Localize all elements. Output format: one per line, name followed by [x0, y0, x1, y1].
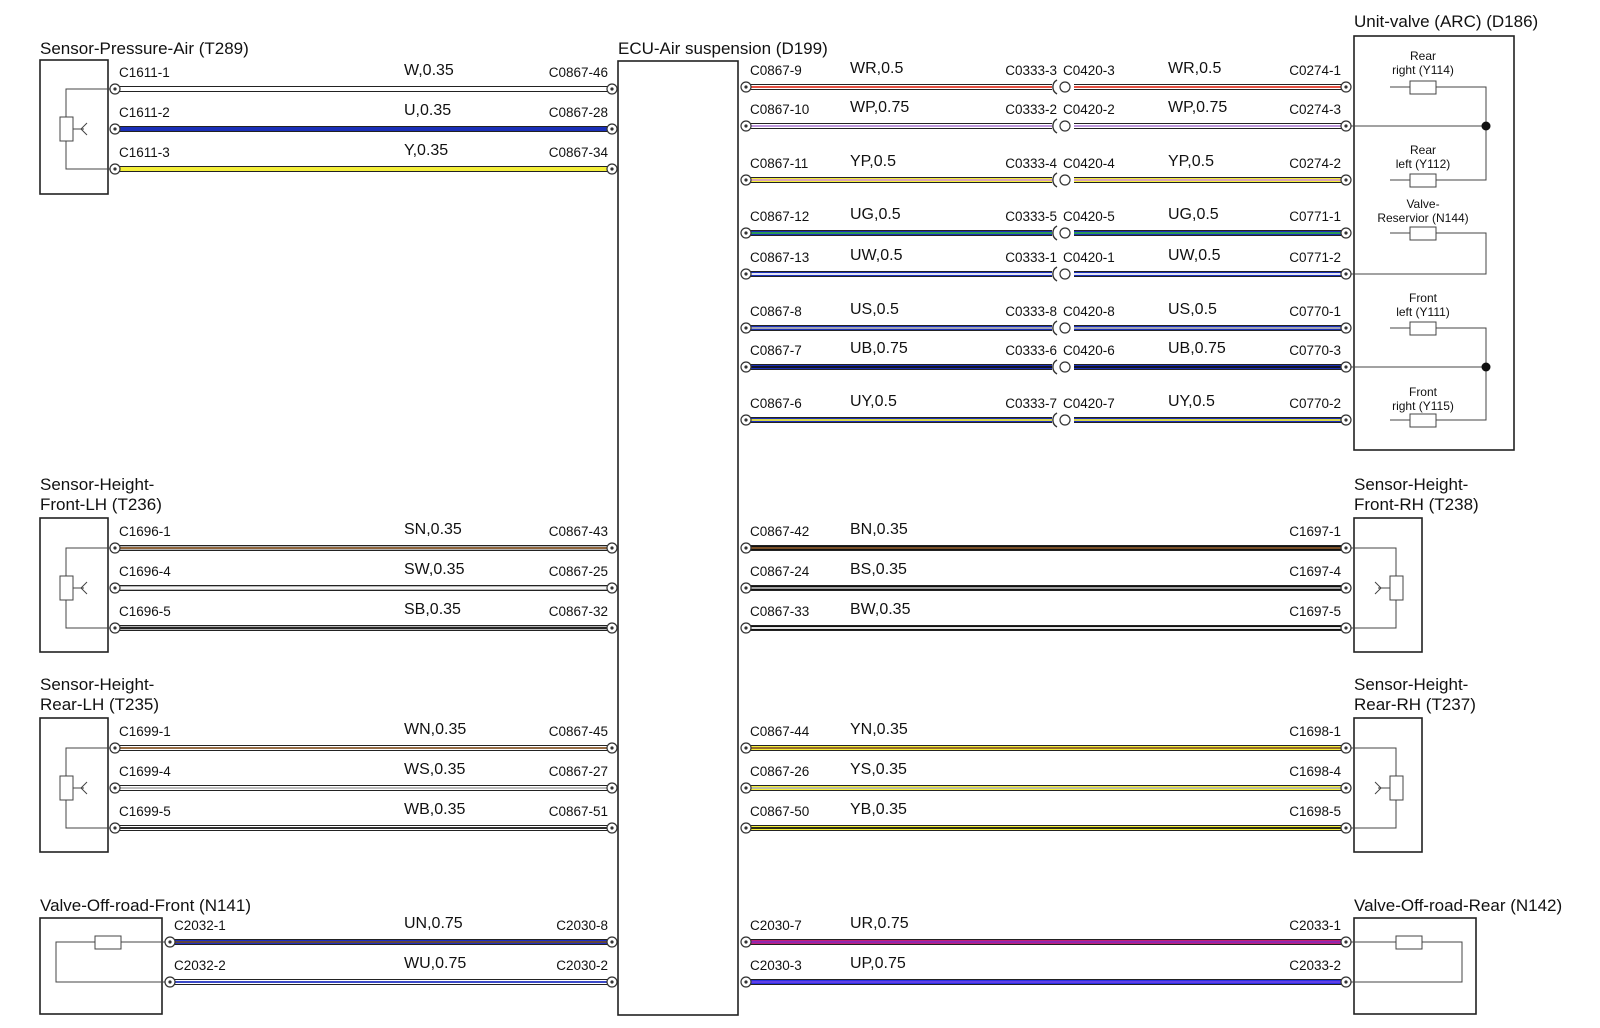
wire-code-label: UN,0.75: [404, 915, 463, 932]
valve-rear-right-label-1: Rear: [1409, 49, 1437, 63]
right-wires: [741, 521, 1351, 987]
height-rear-rh-label-2: Rear-RH (T237): [1354, 695, 1476, 714]
connector-pin: [607, 583, 617, 593]
connector-label-to: C0867-28: [548, 105, 608, 120]
connector-label-ecu: C0867-11: [750, 156, 809, 171]
connector-pin: [607, 977, 617, 987]
connector-label-from: C2032-2: [174, 958, 226, 973]
wire-code-label-2: WP,0.75: [1168, 99, 1228, 116]
connector-label-to: C0867-25: [548, 564, 608, 579]
connector-pin: [1341, 82, 1351, 92]
connector-pin: [607, 783, 617, 793]
wire-code-label: BS,0.35: [850, 561, 907, 578]
connector-pin: [1341, 269, 1351, 279]
wire-code-label: UP,0.75: [850, 955, 906, 972]
connector-pin: [741, 323, 751, 333]
connector-pin: [1341, 977, 1351, 987]
connector-pin: [1341, 823, 1351, 833]
wire-code-label: Y,0.35: [404, 142, 449, 159]
inline-connector-label-b: C0420-8: [1063, 304, 1115, 319]
connector-label-ecu: C0867-10: [750, 102, 810, 117]
inline-connector-label-b: C0420-4: [1063, 156, 1115, 171]
connector-pin: [741, 783, 751, 793]
connector-label-to: C0867-51: [548, 804, 608, 819]
connector-label-to: C2030-2: [556, 958, 608, 973]
inline-connector-label-a: C0333-7: [1005, 396, 1057, 411]
arc-wire-row: [741, 393, 1351, 427]
connector-label-from: C1699-5: [119, 804, 171, 819]
wire-code-label: WP,0.75: [850, 99, 910, 116]
valve-rear-right-label-2: right (Y114): [1392, 63, 1454, 77]
inline-connector: [1053, 80, 1070, 94]
wire-code-label-2: UW,0.5: [1168, 247, 1221, 264]
connector-label-to: C0867-45: [548, 724, 608, 739]
left-wire-row: [110, 62, 617, 94]
connector-pin: [1341, 121, 1351, 131]
connector-label-ecu: C0867-7: [750, 343, 802, 358]
ecu-box: [618, 61, 738, 1015]
connector-pin: [1341, 937, 1351, 947]
connector-label-from: C1696-4: [119, 564, 171, 579]
connector-label-end: C0770-3: [1289, 343, 1341, 358]
arc-wire-row: [741, 60, 1351, 94]
connector-pin: [607, 543, 617, 553]
arc-wire-row: [741, 99, 1351, 133]
connector-label-end: C0771-1: [1289, 209, 1341, 224]
connector-label-to: C0867-32: [548, 604, 608, 619]
left-wire-row: [110, 521, 617, 553]
connector-pin: [741, 175, 751, 185]
connector-pin: [741, 362, 751, 372]
inline-connector-label-a: C0333-2: [1005, 102, 1057, 117]
splice-dot-front: [1482, 363, 1491, 372]
inline-connector-label-a: C0333-5: [1005, 209, 1057, 224]
offroad-front-box: [40, 918, 162, 1014]
wire-code-label: SW,0.35: [404, 561, 465, 578]
connector-label-ecu: C0867-12: [750, 209, 810, 224]
connector-label-to: C0867-27: [548, 764, 608, 779]
wire-code-label: U,0.35: [404, 102, 452, 119]
pressure-sensor-label: Sensor-Pressure-Air (T289): [40, 39, 249, 58]
connector-pin: [741, 82, 751, 92]
connector-label-end: C2033-2: [1289, 958, 1341, 973]
connector-label-ecu: C2030-7: [750, 918, 802, 933]
left-wire-row: [110, 561, 617, 593]
height-rear-rh-box: [1354, 718, 1422, 852]
wire-code-label-2: UY,0.5: [1168, 393, 1215, 410]
left-wire-row: [110, 721, 617, 753]
connector-label-end: C0274-2: [1289, 156, 1341, 171]
valve-rear-left-label-1: Rear: [1409, 143, 1437, 157]
pressure-sensor-box: [40, 60, 108, 194]
inline-connector-label-a: C0333-3: [1005, 63, 1057, 78]
left-wire-row: [110, 761, 617, 793]
connector-label-from: C1696-5: [119, 604, 171, 619]
connector-label-ecu: C0867-42: [750, 524, 810, 539]
connector-label-from: C1611-3: [119, 145, 170, 160]
connector-pin: [741, 269, 751, 279]
inline-connector: [1053, 413, 1070, 427]
height-rear-lh-label-1: Sensor-Height-: [40, 675, 155, 694]
connector-pin: [607, 124, 617, 134]
wire-code-label: YB,0.35: [850, 801, 907, 818]
wire-code-label: WS,0.35: [404, 761, 466, 778]
connector-label-from: C1611-1: [119, 65, 170, 80]
wire-code-label: WR,0.5: [850, 60, 904, 77]
connector-label-from: C1611-2: [119, 105, 170, 120]
connector-pin: [607, 823, 617, 833]
connector-pin: [1341, 323, 1351, 333]
wire-code-label: UW,0.5: [850, 247, 903, 264]
wire-code-label: BN,0.35: [850, 521, 908, 538]
connector-label-end: C1697-1: [1289, 524, 1341, 539]
height-front-rh-label-1: Sensor-Height-: [1354, 475, 1469, 494]
connector-pin: [741, 121, 751, 131]
valve-front-left-label-2: left (Y111): [1396, 305, 1450, 319]
connector-pin: [741, 543, 751, 553]
offroad-front-label: Valve-Off-road-Front (N141): [40, 896, 251, 915]
valve-reservoir-label-1: Valve-: [1406, 197, 1440, 211]
connector-label-ecu: C0867-33: [750, 604, 810, 619]
connector-pin: [741, 623, 751, 633]
connector-pin: [741, 743, 751, 753]
connector-label-to: C2030-8: [556, 918, 608, 933]
connector-pin: [1341, 623, 1351, 633]
wire-code-label-2: US,0.5: [1168, 301, 1217, 318]
connector-pin: [607, 84, 617, 94]
left-wire-row: [110, 142, 617, 174]
connector-pin: [1341, 362, 1351, 372]
connector-label-ecu: C0867-44: [750, 724, 810, 739]
inline-connector: [1053, 173, 1070, 187]
connector-label-end: C0770-2: [1289, 396, 1341, 411]
connector-label-to: C0867-46: [548, 65, 608, 80]
ecu-label: ECU-Air suspension (D199): [618, 39, 828, 58]
connector-label-end: C1698-5: [1289, 804, 1341, 819]
wire-code-label: WU,0.75: [404, 955, 467, 972]
connector-pin: [110, 583, 120, 593]
right-wire-row: [741, 761, 1351, 793]
connector-pin: [165, 977, 175, 987]
wire-code-label-2: UB,0.75: [1168, 340, 1226, 357]
offroad-rear-label: Valve-Off-road-Rear (N142): [1354, 896, 1563, 915]
left-wire-row: [165, 915, 617, 947]
height-front-lh-label-2: Front-LH (T236): [40, 495, 162, 514]
unit-valve-label: Unit-valve (ARC) (D186): [1354, 12, 1539, 31]
connector-pin: [1341, 743, 1351, 753]
inline-connector: [1053, 360, 1070, 374]
connector-label-to: C0867-34: [548, 145, 608, 160]
arc-wire-row: [741, 206, 1351, 240]
connector-pin: [741, 937, 751, 947]
wire-code-label-2: UG,0.5: [1168, 206, 1219, 223]
connector-label-ecu: C0867-8: [750, 304, 802, 319]
wire-code-label: YN,0.35: [850, 721, 908, 738]
inline-connector-label-b: C0420-5: [1063, 209, 1115, 224]
connector-label-from: C1699-4: [119, 764, 171, 779]
connector-label-from: C2032-1: [174, 918, 226, 933]
wire-code-label: UG,0.5: [850, 206, 901, 223]
connector-label-end: C0771-2: [1289, 250, 1341, 265]
inline-connector-label-b: C0420-1: [1063, 250, 1115, 265]
connector-pin: [110, 164, 120, 174]
connector-pin: [607, 937, 617, 947]
arc-wire-row: [741, 340, 1351, 374]
valve-front-right-label-1: Front: [1408, 385, 1438, 399]
connector-label-to: C0867-43: [548, 524, 608, 539]
splice-dot-rear: [1482, 122, 1491, 131]
wire-code-label: SB,0.35: [404, 601, 461, 618]
wire-code-label: W,0.35: [404, 62, 454, 79]
arc-wire-row: [741, 301, 1351, 335]
valve-reservoir-label-2: Reservior (N144): [1377, 211, 1469, 225]
arc-wire-row: [741, 247, 1351, 281]
connector-label-end: C0274-3: [1289, 102, 1341, 117]
inline-connector-label-a: C0333-1: [1005, 250, 1057, 265]
inline-connector-label-a: C0333-6: [1005, 343, 1057, 358]
inline-connector-label-b: C0420-6: [1063, 343, 1115, 358]
connector-label-ecu: C0867-6: [750, 396, 802, 411]
inline-connector-label-b: C0420-3: [1063, 63, 1115, 78]
connector-label-ecu: C0867-24: [750, 564, 810, 579]
connector-label-end: C0770-1: [1289, 304, 1341, 319]
wire-code-label: WB,0.35: [404, 801, 466, 818]
connector-pin: [110, 823, 120, 833]
offroad-rear-box: [1354, 918, 1476, 1014]
left-wire-row: [110, 102, 617, 134]
right-wire-row: [741, 521, 1351, 553]
inline-connector: [1053, 226, 1070, 240]
wire-code-label: YP,0.5: [850, 153, 896, 170]
valve-rear-left-label-2: left (Y112): [1395, 157, 1451, 171]
connector-pin: [110, 543, 120, 553]
wire-code-label: UB,0.75: [850, 340, 908, 357]
connector-pin: [165, 937, 175, 947]
connector-pin: [607, 623, 617, 633]
right-wire-row: [741, 721, 1351, 753]
wire-code-label: UR,0.75: [850, 915, 909, 932]
connector-pin: [741, 583, 751, 593]
connector-label-end: C0274-1: [1289, 63, 1341, 78]
connector-pin: [741, 415, 751, 425]
inline-connector-label-b: C0420-2: [1063, 102, 1115, 117]
connector-label-ecu: C0867-26: [750, 764, 810, 779]
height-front-rh-box: [1354, 518, 1422, 652]
wire-code-label: US,0.5: [850, 301, 899, 318]
connector-pin: [741, 977, 751, 987]
wire-code-label: SN,0.35: [404, 521, 462, 538]
wire-code-label: BW,0.35: [850, 601, 911, 618]
right-wire-row: [741, 601, 1351, 633]
height-rear-rh-label-1: Sensor-Height-: [1354, 675, 1469, 694]
connector-pin: [1341, 783, 1351, 793]
inline-connector: [1053, 267, 1070, 281]
connector-label-end: C1698-4: [1289, 764, 1341, 779]
wire-code-label: UY,0.5: [850, 393, 897, 410]
inline-connector-label-b: C0420-7: [1063, 396, 1115, 411]
connector-pin: [1341, 175, 1351, 185]
left-wire-row: [110, 601, 617, 633]
arc-wires: [741, 60, 1351, 427]
inline-connector-label-a: C0333-4: [1005, 156, 1057, 171]
arc-wire-row: [741, 153, 1351, 187]
right-wire-row: [741, 561, 1351, 593]
connector-pin: [607, 743, 617, 753]
wire-code-label-2: YP,0.5: [1168, 153, 1214, 170]
connector-pin: [110, 783, 120, 793]
left-wire-row: [110, 801, 617, 833]
connector-label-ecu: C2030-3: [750, 958, 802, 973]
connector-label-ecu: C0867-13: [750, 250, 810, 265]
right-wire-row: [741, 801, 1351, 833]
height-rear-lh-label-2: Rear-LH (T235): [40, 695, 160, 714]
connector-label-from: C1699-1: [119, 724, 171, 739]
wire-code-label: YS,0.35: [850, 761, 907, 778]
connector-pin: [110, 623, 120, 633]
wire-code-label-2: WR,0.5: [1168, 60, 1222, 77]
height-front-lh-box: [40, 518, 108, 652]
connector-pin: [741, 228, 751, 238]
connector-pin: [607, 164, 617, 174]
height-rear-lh-box: [40, 718, 108, 852]
right-wire-row: [741, 915, 1351, 947]
left-wires: [110, 62, 617, 987]
inline-connector: [1053, 321, 1070, 335]
connector-pin: [1341, 583, 1351, 593]
connector-pin: [1341, 543, 1351, 553]
right-wire-row: [741, 955, 1351, 987]
connector-pin: [110, 743, 120, 753]
height-front-lh-label-1: Sensor-Height-: [40, 475, 155, 494]
left-wire-row: [165, 955, 617, 987]
valve-front-right-label-2: right (Y115): [1392, 399, 1454, 413]
connector-pin: [741, 823, 751, 833]
wire-code-label: WN,0.35: [404, 721, 467, 738]
connector-label-ecu: C0867-50: [750, 804, 810, 819]
connector-pin: [1341, 415, 1351, 425]
connector-label-end: C1697-5: [1289, 604, 1341, 619]
inline-connector-label-a: C0333-8: [1005, 304, 1057, 319]
connector-label-from: C1696-1: [119, 524, 171, 539]
connector-label-ecu: C0867-9: [750, 63, 802, 78]
connector-label-end: C1698-1: [1289, 724, 1341, 739]
connector-label-end: C1697-4: [1289, 564, 1341, 579]
connector-pin: [110, 84, 120, 94]
connector-pin: [110, 124, 120, 134]
height-front-rh-label-2: Front-RH (T238): [1354, 495, 1479, 514]
valve-front-left-label-1: Front: [1408, 291, 1438, 305]
connector-label-end: C2033-1: [1289, 918, 1341, 933]
inline-connector: [1053, 119, 1070, 133]
connector-pin: [1341, 228, 1351, 238]
